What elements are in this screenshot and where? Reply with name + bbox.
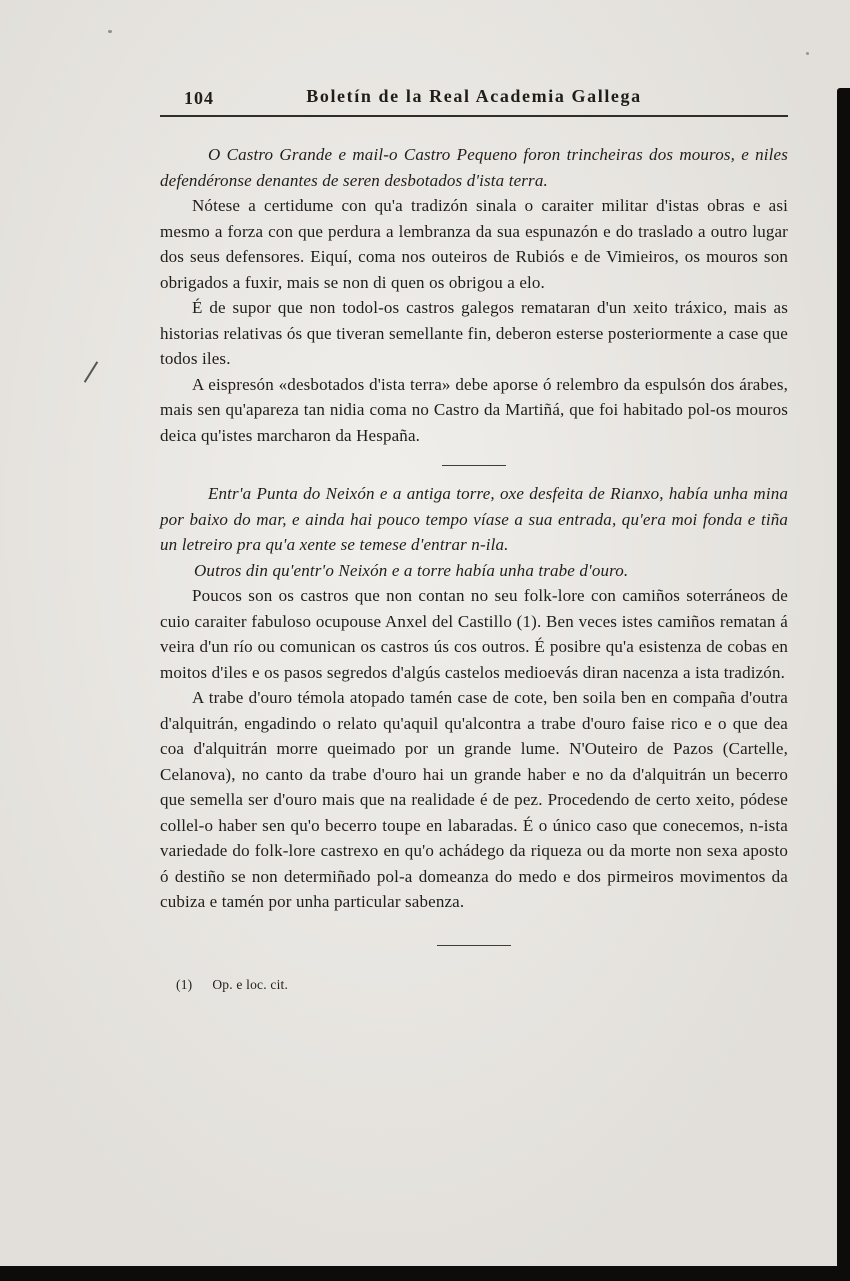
- body-paragraph-supor: É de supor que non todol-os castros galegos remataran d'un xeito tráxico, mais as historias relativas ós que tiveran semellante fin, deberon esterse posteriormente a case que todos iles.: [160, 298, 788, 368]
- section-separator: [442, 465, 506, 466]
- page-body: [160, 142, 788, 997]
- scan-edge-artifact-right: [837, 88, 850, 1281]
- scan-speck-artifact: [108, 30, 112, 33]
- scan-mark-artifact: [84, 361, 98, 382]
- body-paragraph-certidume: Nótese a certidume con qu'a tradizón sinala o caraiter militar d'istas obras e asi mesmo a forza con que perdura a lembranza da sua espunazón e do traslado a outro lugar dos seus defensores. Eiquí, coma nos outeiros de Rubiós e de Vimieiros, os mouros son obrigados a fuxir, mais se non di quen os obrigou a elo.: [160, 196, 788, 292]
- body-paragraph-eispreson: A eispresón «desbotados d'ista terra» debe aporse ó relembro da espulsón dos árabes, mais sen qu'apareza tan nidia coma no Castro da Martiñá, que foi habitado pol-os mouros deica qu'istes marcharon da Hespaña.: [160, 374, 788, 445]
- body-paragraph-poucos: Poucos son os castros que non contan no seu folk-lore con camiños soterráneos de cuio caraiter fabuloso ocupouse Anxel del Castillo (1). Ben veces istes camiños rematan á veira d'un río ou comunican os castros ús cos outros. É posibre qu'a esistenza de cobas en moitos d'iles e os pasos segredos d'algús castelos medioevás diran nacenza a ista tradizón.: [160, 586, 788, 682]
- journal-title: Boletín de la Real Academia Gallega: [306, 86, 642, 106]
- footnote-marker: (1): [176, 976, 193, 992]
- quote-paragraph-castros: O Castro Grande e mail-o Castro Pequeno foron trincheiras dos mouros, e niles defendéronse denantes de seren desbotados d'ista terra.: [160, 145, 788, 190]
- quote-paragraph-trabe: Outros din qu'entr'o Neixón e a torre había unha trabe d'ouro.: [194, 560, 629, 580]
- body-paragraph-trabe-douro: A trabe d'ouro témola atopado tamén case de cote, ben soila ben en compaña d'outra d'alquitrán, engadindo o relato qu'aquil qu'alcontra a trabe d'ouro faise rico e o que dea coa d'alquitrán morre queimado por un grande lume. N'Outeiro de Pazos (Cartelle, Celanova), no canto da trabe d'ouro hai un grande haber e no da d'alquitrán un becerro que semella ser d'ouro mais que na realidade é de pez. Procedendo de certo xeito, pódese collel-o haber sen qu'o becerro toupe en labaradas. É o único caso que conecemos, n-ista variedade do folk-lore castrexo en qu'o achádego da riqueza ou da morte non sexa aposto ó destiño se non determiñado pol-a domeanza do medo e dos pirmeiros movimentos da cubiza e tamén por unha particular sabenza.: [160, 688, 788, 911]
- footnote: [160, 972, 788, 998]
- quote-paragraph-neixon: Entr'a Punta do Neixón e a antiga torre, oxe desfeita de Rianxo, había unha mina por baixo do mar, e ainda hai pouco tempo víase a sua entrada, qu'era moi fonda e tiña un letreiro pra qu'a xente se temese d'entrar n-ila.: [160, 484, 788, 554]
- page-content: [160, 86, 788, 997]
- scan-speck-artifact: [806, 52, 809, 55]
- footnote-separator: [437, 945, 511, 946]
- scan-edge-artifact-bottom: [0, 1266, 850, 1281]
- footnote-text: Op. e loc. cit.: [212, 976, 289, 992]
- page-header: [160, 86, 788, 112]
- page-number: 104: [184, 88, 214, 108]
- header-rule: [160, 115, 788, 117]
